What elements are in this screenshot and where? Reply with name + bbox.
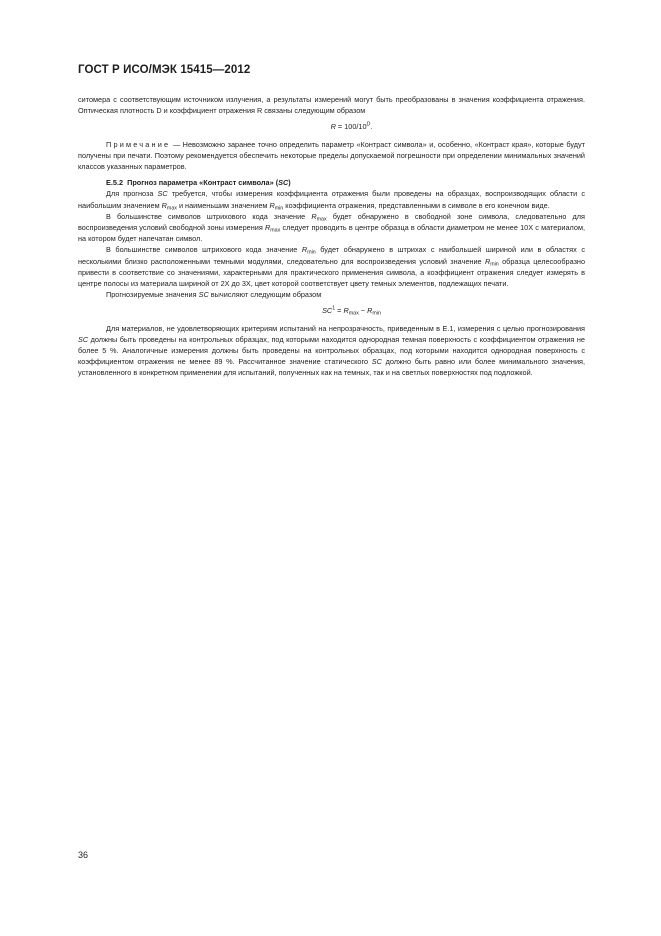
text-run: будет обнаружено в штрихах с наибольшей шириной или в областях с несколькими близко расположенными темными модулями, следовательно для воспроизведения условий значение [78,245,585,266]
document-body [78,94,585,379]
note-paragraph [78,139,585,173]
page-number: 36 [78,850,89,860]
text-run-italic: SC [157,189,168,199]
text-run: вычисляют следующим образом [208,290,322,300]
text-run: должно быть равно или более минимального значения, установленного в конкретном применении для испытаний, полученных как на темных, так и на светлых поверхностях под подложкой. [78,357,586,378]
subscript: max [270,227,281,234]
text-run: В большинстве символов штрихового кода значение [106,245,302,255]
paragraph-sc-calc [78,289,585,300]
text-run-italic: SC [198,290,209,300]
text-run: образца целесообразно привести в соответствие со значениями, характерными для практического применения символа, а коэффициент отражения следует измерять в центре полосы из материала шириной от 2X до 3X, цвет которой соответствует цвету темных элементов, подлежащих печати. [78,256,585,289]
note-label: Примечание [106,139,171,149]
text-run-italic: SC [78,334,89,344]
paragraph-rmin [78,244,585,289]
text-run: Для материалов, не удовлетворяющих критериям испытаний на непрозрачность, приведенным в Е.1, измерения с целью прогнозирования [106,323,585,333]
section-heading [78,177,585,188]
symbol-r: R [311,211,317,221]
text-run: коэффициента отражения, представленными в символе в его конечном виде. [283,200,550,210]
section-number: E.5.2 [106,178,124,188]
symbol-r: R [269,200,275,210]
formula-rhs: = 100/10 [335,122,367,132]
symbol-r: R [301,245,308,255]
document-header: ГОСТ Р ИСО/МЭК 15415—2012 [78,64,251,76]
formula-minus: − [358,306,368,316]
formula-exponent: D [366,121,371,128]
text-run: В большинстве символов штрихового кода значение [106,211,312,221]
text-run: должны быть проведены на контрольных образцах, под которыми находится однородная темная поверхность с коэффициентом отражения не более 5 %. Аналогичные измерения должны быть проведены на контрольных образцах, под которыми находится однородная поверхность с коэффициентом отражения не менее 89 %. Рассчитанное значение статического [78,334,585,367]
section-close: ) [288,178,291,188]
paragraph-prediction [78,188,585,210]
text-run: требуется, чтобы измерения коэффициента отражения были проведены на образцах, воспроизводящих области с наибольшим значением [78,189,585,210]
formula-sc [78,305,585,316]
subscript: min [274,205,284,212]
symbol-r: R [161,200,167,210]
subscript: min [490,261,499,268]
paragraph-rmax [78,211,585,245]
subscript: max [348,311,359,318]
text-run: следует проводить в центре образца в области диаметром не менее 10X с материалом, на котором будет напечатан символ. [78,223,585,244]
text-run: Для прогноза [106,189,158,199]
section-title: Прогноз параметра «Контраст символа» ( [127,178,279,188]
formula-lhs: SC [322,306,333,316]
text-run: будет обнаружено в свободной зоне символа, следовательно для воспроизведения условий свободной зоны измерения [78,211,585,233]
section-abbr: SC [278,178,289,188]
symbol-r: R [264,223,271,233]
paragraph-materials [78,323,585,379]
formula-reflectance [78,121,585,132]
symbol-r: R [484,256,491,266]
symbol-r: R [343,306,349,316]
symbol-r: R [367,306,373,316]
subscript: max [166,205,177,212]
paragraph-continuation: ситомера с соответствующим источником излучения, а результаты измерений могут быть преобразованы в значения коэффициента отражения. Оптическая плотность D и коэффициент отражения R связаны следующим образом [78,95,585,116]
text-run-italic: SC [371,357,382,367]
formula-superscript: 1 [332,305,336,312]
subscript: max [316,216,327,223]
subscript: min [307,250,316,257]
text-run: Прогнозируемые значения [106,290,199,300]
text-run: и наименьшим значением [176,200,270,210]
formula-equals: = [335,306,344,316]
note-text: — Невозможно заранее точно определить параметр «Контраст символа» и, особенно, «Контраст края», которые будут получены при печати. Поэтому рекомендуется обеспечить некоторые пределы допускаемой погрешности при определении минимальных значений классов указанных параметров. [78,139,585,172]
formula-lhs: R [330,122,336,132]
formula-end: . [370,122,373,132]
subscript: min [372,311,381,318]
